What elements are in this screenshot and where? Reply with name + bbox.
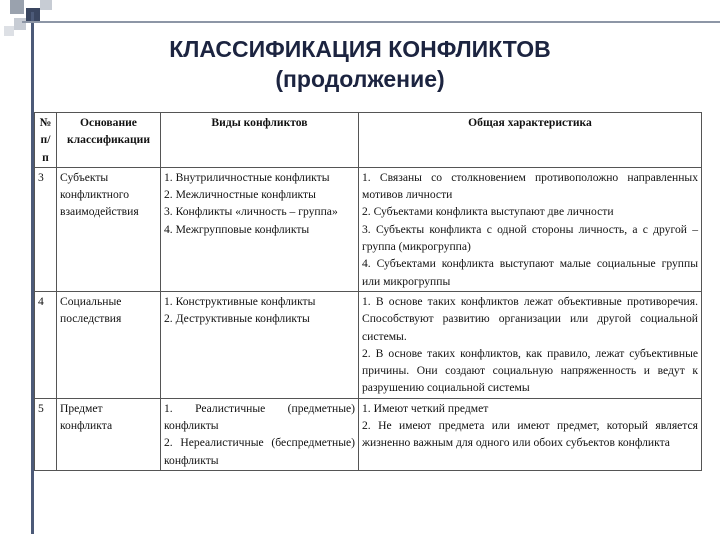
- type-item: 4. Межгрупповые конфликты: [164, 222, 310, 236]
- description-item: 1. Связаны со столкновением противоположно направленных мотивов личности: [362, 170, 698, 202]
- row-number: 4: [35, 291, 57, 398]
- decor-square: [40, 0, 52, 10]
- type-item: 1. Реалистичные (предметные) конфликты: [164, 401, 355, 433]
- header-number: № п/п: [35, 113, 57, 168]
- decor-square: [10, 0, 24, 14]
- header-basis: Основание классификации: [57, 113, 161, 168]
- table-row: [35, 167, 702, 291]
- title-line-1: КЛАССИФИКАЦИЯ КОНФЛИКТОВ: [169, 36, 551, 62]
- row-types: [161, 291, 359, 398]
- type-item: 1. Внутриличностные конфликты: [164, 170, 330, 184]
- type-item: 2. Нереалистичные (беспредметные) конфликты: [164, 436, 355, 467]
- header-description: Общая характеристика: [359, 113, 702, 168]
- title-line-2: (продолжение): [275, 66, 445, 92]
- type-item: 2. Деструктивные конфликты: [164, 312, 310, 326]
- row-number: 5: [35, 398, 57, 470]
- slide-title: [40, 34, 680, 94]
- row-description: [359, 291, 702, 398]
- table-header-row: [35, 113, 702, 168]
- description-item: 1. Имеют четкий предмет: [362, 401, 489, 415]
- description-item: 2. Субъектами конфликта выступают две личности: [362, 205, 614, 219]
- decor-square: [14, 18, 26, 30]
- description-item: 3. Субъекты конфликта с одной стороны личность, а с другой – группа (микрогруппа): [362, 222, 698, 254]
- row-basis: Социальные последствия: [57, 291, 161, 398]
- header-types: Виды конфликтов: [161, 113, 359, 168]
- row-types: [161, 398, 359, 470]
- description-item: 1. В основе таких конфликтов лежат объективные противоречия. Способствуют развитию организации или другой социальной системы.: [362, 294, 698, 343]
- type-item: 3. Конфликты «личность – группа»: [164, 205, 338, 219]
- type-item: 2. Межличностные конфликты: [164, 188, 316, 202]
- row-number: 3: [35, 167, 57, 291]
- table-row: [35, 398, 702, 470]
- classification-table: [34, 112, 702, 471]
- row-basis: Субъекты конфликтного взаимодействия: [57, 167, 161, 291]
- row-types: [161, 167, 359, 291]
- row-description: [359, 398, 702, 470]
- description-item: 4. Субъектами конфликта выступают малые социальные группы или микрогруппы: [362, 257, 698, 288]
- table-row: [35, 291, 702, 398]
- description-item: 2. Не имеют предмета или имеют предмет, который является жизненно важным для одного или обоих субъектов конфликта: [362, 419, 698, 450]
- description-item: 2. В основе таких конфликтов, как правило, лежат субъективные причины. Они создают социальную напряженность и ведут к разрушению социальной системы: [362, 346, 698, 395]
- row-basis: Предмет конфликта: [57, 398, 161, 470]
- decor-horizontal-line: [22, 21, 720, 23]
- type-item: 1. Конструктивные конфликты: [164, 294, 316, 308]
- row-description: [359, 167, 702, 291]
- decor-square: [4, 26, 14, 36]
